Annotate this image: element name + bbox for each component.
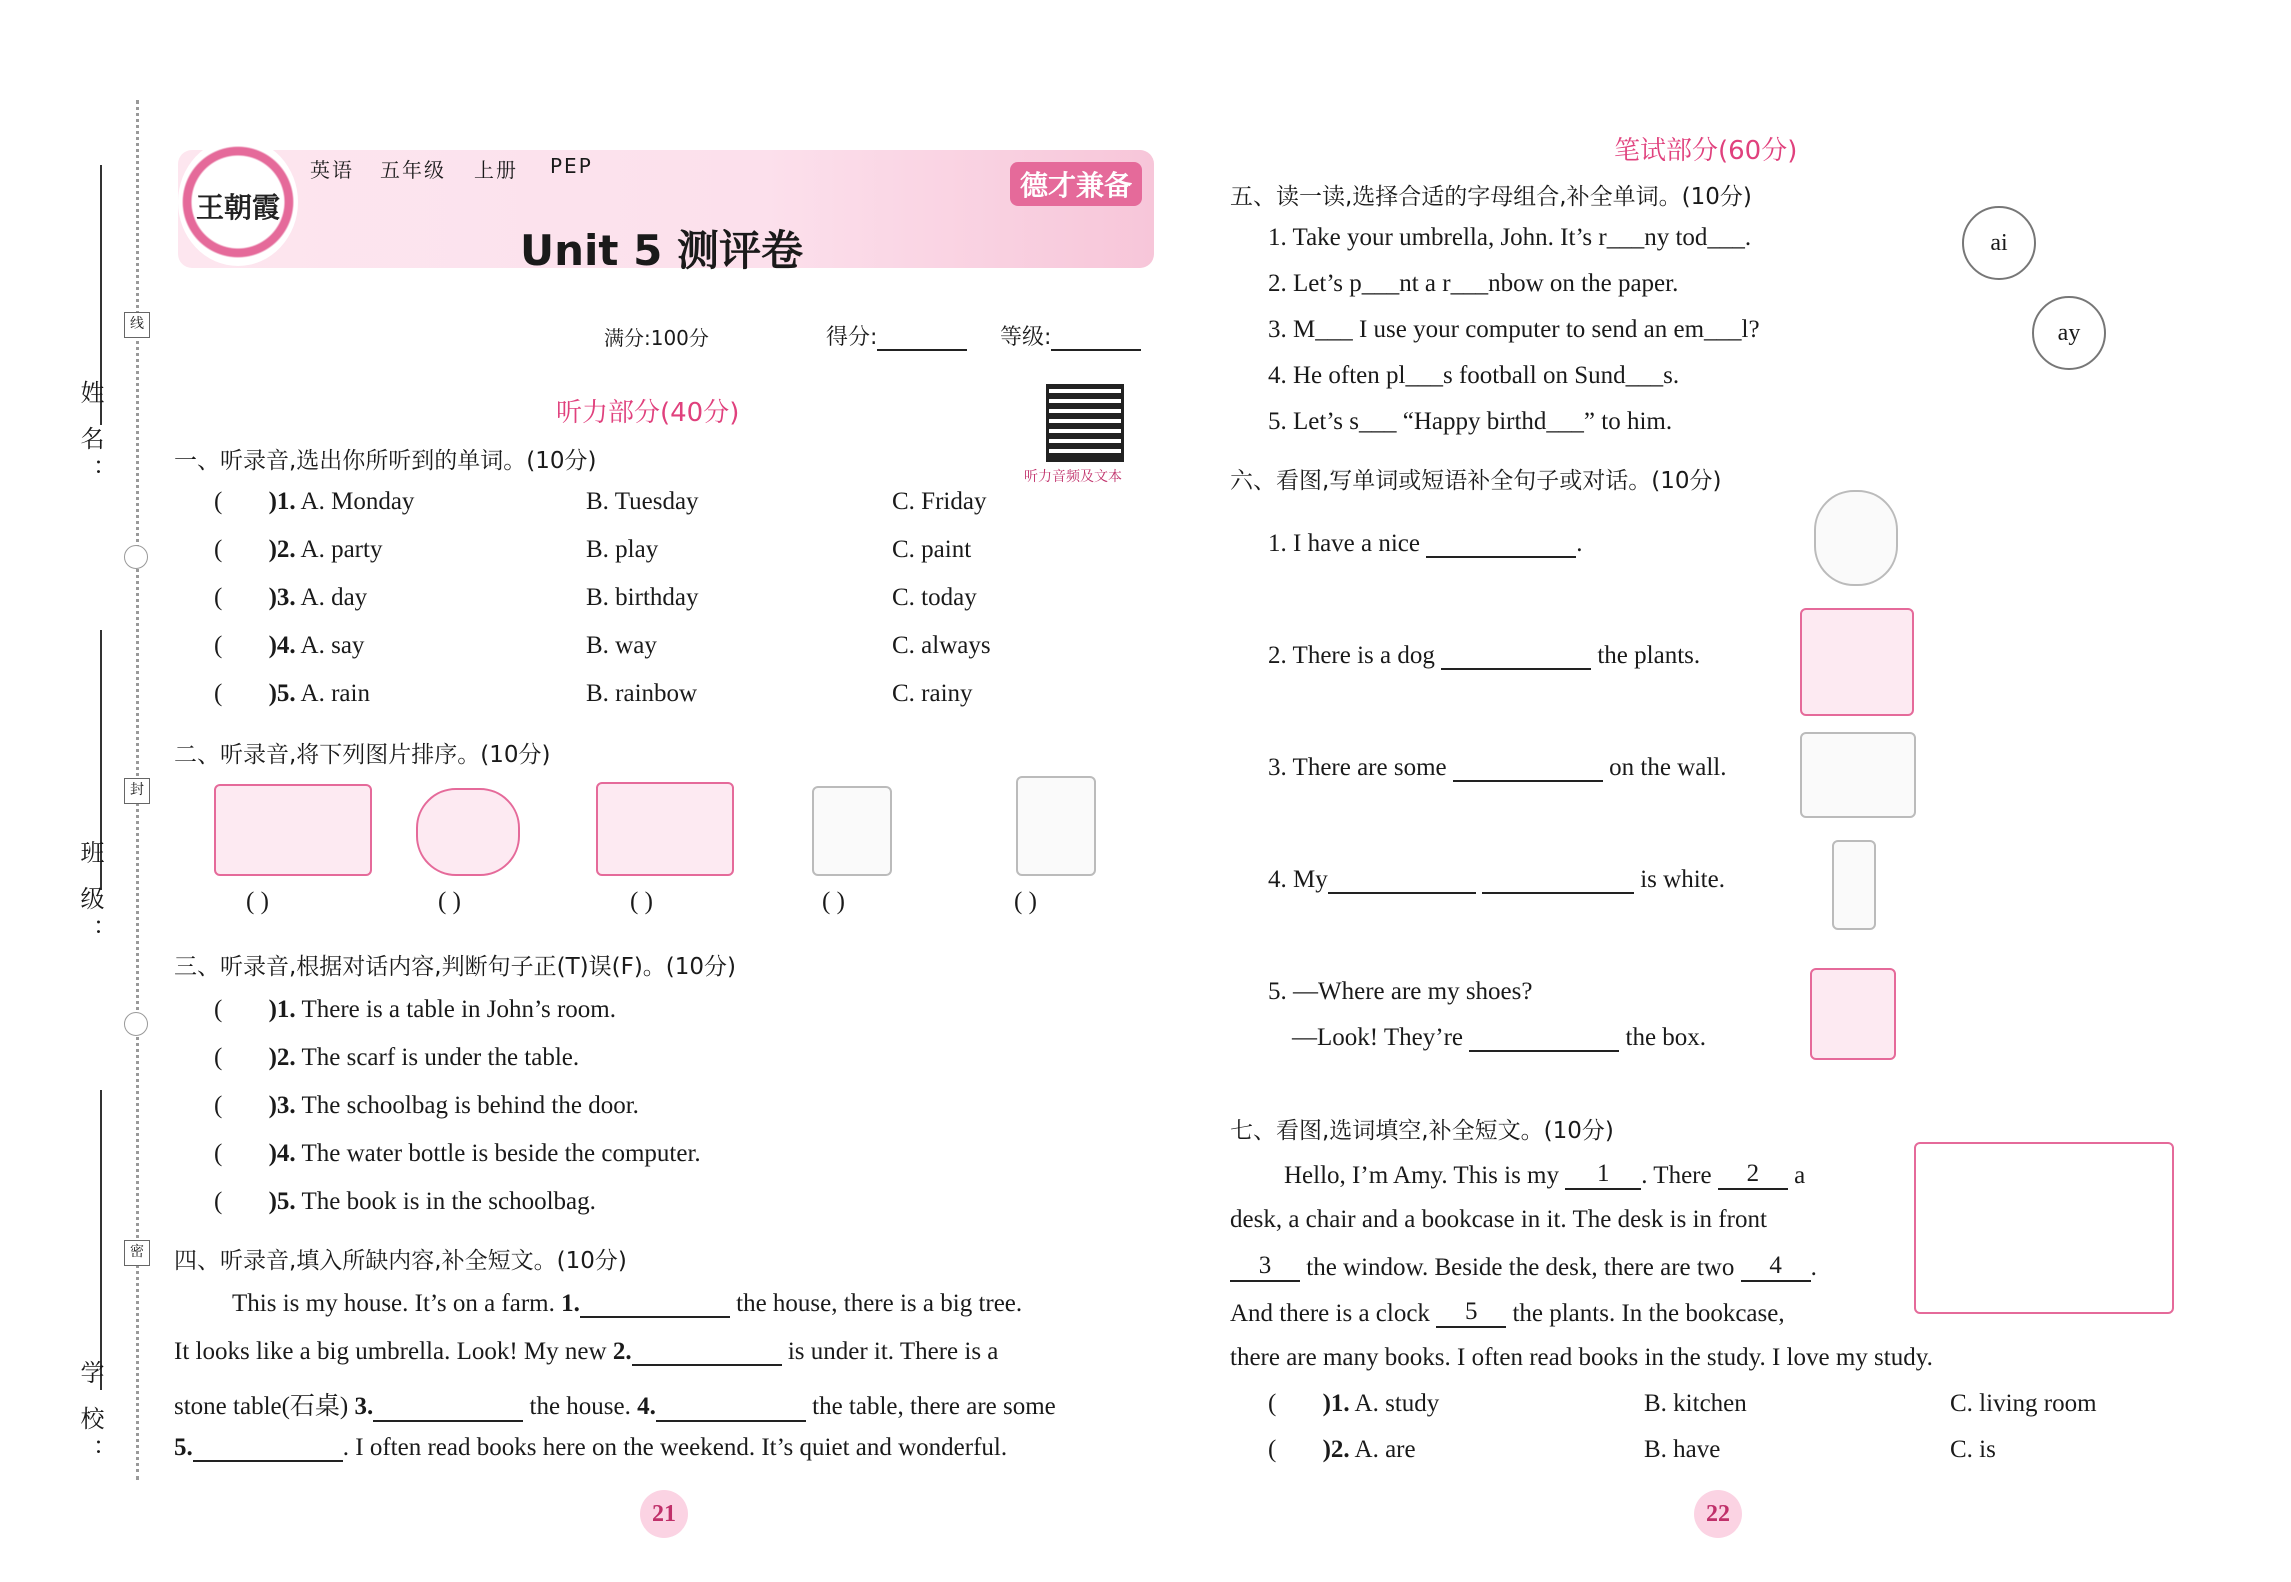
q7-line-2: desk, a chair and a bookcase in it. The desk is in front: [1230, 1206, 1767, 1233]
q6-heading: 六、看图,写单词或短语补全句子或对话。(10分): [1230, 468, 1722, 494]
listening-section-title: 听力部分(40分): [556, 398, 740, 428]
bathroom-picture: [1016, 776, 1096, 876]
option-c: C. Friday: [892, 488, 987, 515]
crumb-grade: 五年级: [380, 158, 446, 182]
school-label: 学 校：: [76, 1360, 102, 1470]
q-number: )2.: [268, 536, 296, 563]
q5-item[interactable]: 5. Let’s s___ “Happy birthd___” to him.: [1268, 408, 1673, 435]
option-b: B. way: [586, 632, 657, 659]
option-b: B. rainbow: [586, 680, 698, 707]
q7-heading: 七、看图,选词填空,补全短文。(10分): [1230, 1118, 1614, 1144]
school-line: [100, 1090, 102, 1390]
q-number: )2.: [1322, 1436, 1350, 1463]
full-score: 满分:100分: [604, 326, 709, 350]
binding-mark-secret: 密: [124, 1240, 150, 1266]
option-a: A. are: [1354, 1436, 1416, 1463]
blank-5[interactable]: 5: [1436, 1298, 1506, 1328]
option-c: C. is: [1950, 1436, 1996, 1463]
option-a: A. study: [1354, 1390, 1440, 1417]
q1-row: ( )2. A. party: [214, 536, 383, 563]
blank[interactable]: [1453, 780, 1603, 782]
name-label: 姓 名：: [76, 380, 102, 490]
option-c: C. today: [892, 584, 977, 611]
option-b: B. birthday: [586, 584, 699, 611]
binding-hole: [124, 545, 148, 569]
q-number: )4.: [268, 632, 296, 659]
statement: The book is in the schoolbag.: [301, 1188, 596, 1215]
q1-row: ( )5. A. rain: [214, 680, 370, 707]
score-field[interactable]: [826, 320, 967, 351]
option-a: A. Monday: [300, 488, 415, 515]
q7-line-4: And there is a clock 5 the plants. In the bookcase,: [1230, 1298, 1785, 1327]
blank[interactable]: [1469, 1050, 1619, 1052]
crumb-volume: 上册: [474, 158, 518, 182]
q6-item-1: 1. I have a nice .: [1268, 530, 1583, 557]
blank-1[interactable]: [580, 1316, 730, 1318]
q5-item[interactable]: 2. Let’s p___nt a r___nbow on the paper.: [1268, 270, 1679, 297]
blank-2[interactable]: [632, 1364, 782, 1366]
motto-badge: 德才兼备: [1010, 162, 1142, 206]
page-title: Unit 5 测评卷: [520, 226, 803, 275]
order-slot[interactable]: ( ): [822, 888, 845, 915]
class-label: 班 级：: [76, 840, 102, 950]
q-number: )1.: [268, 996, 296, 1023]
q7-line-3: 3 the window. Beside the desk, there are two 4 .: [1230, 1252, 1817, 1282]
option-c: C. rainy: [892, 680, 973, 707]
q5-item[interactable]: 4. He often pl___s football on Sund___s.: [1268, 362, 1680, 389]
order-slot[interactable]: ( ): [246, 888, 269, 915]
q1-row: ( )4. A. say: [214, 632, 365, 659]
order-slot[interactable]: ( ): [1014, 888, 1037, 915]
statement: The schoolbag is behind the door.: [301, 1092, 639, 1119]
alarm-clock-picture: [1814, 490, 1898, 586]
balloon-ai: ai: [1962, 206, 2036, 280]
q5-item[interactable]: 1. Take your umbrella, John. It’s r___ny tod___.: [1268, 224, 1752, 251]
q6-item-4: 4. My is white.: [1268, 866, 1725, 893]
bed-picture: [812, 786, 892, 876]
order-slot[interactable]: ( ): [630, 888, 653, 915]
qr-caption: 听力音频及文本: [1024, 469, 1122, 485]
dog-plants-picture: [1800, 608, 1914, 716]
q5-item[interactable]: 3. M___ I use your computer to send an em___l?: [1268, 316, 1760, 343]
blank-1[interactable]: 1: [1565, 1160, 1641, 1190]
option-a: A. day: [300, 584, 368, 611]
grade-field[interactable]: [1000, 320, 1141, 351]
q7-line-1: Hello, I’m Amy. This is my 1 . There 2 a: [1284, 1160, 1806, 1189]
option-c: C. paint: [892, 536, 972, 563]
blank-4[interactable]: 4: [1741, 1252, 1811, 1282]
blank[interactable]: [1426, 556, 1576, 558]
blank-3[interactable]: [373, 1420, 523, 1422]
shoes-box-picture: [1810, 968, 1896, 1060]
q-number: )5.: [268, 680, 296, 707]
crumb-edition: PEP: [550, 154, 593, 178]
page-number-left: 21: [640, 1490, 688, 1538]
q6-item-5a: 5. —Where are my shoes?: [1268, 978, 1533, 1005]
blank-2[interactable]: 2: [1718, 1160, 1788, 1190]
blank-3[interactable]: 3: [1230, 1252, 1300, 1282]
q4-line-2: It looks like a big umbrella. Look! My new 2. is under it. There is a: [174, 1338, 999, 1365]
q-number: )1.: [1322, 1390, 1350, 1417]
q1-heading: 一、听录音,选出你所听到的单词。(10分): [174, 448, 597, 474]
option-b: B. have: [1644, 1436, 1721, 1463]
order-slot[interactable]: ( ): [438, 888, 461, 915]
q4-line-1: This is my house. It’s on a farm. 1. the house, there is a big tree.: [232, 1290, 1023, 1317]
score-label: 得分:: [826, 325, 878, 350]
q-number: )2.: [268, 1044, 296, 1071]
q3-row: ( )5. The book is in the schoolbag.: [214, 1188, 596, 1215]
q3-row: ( )4. The water bottle is beside the computer.: [214, 1140, 701, 1167]
q3-row: ( )2. The scarf is under the table.: [214, 1044, 580, 1071]
q4-line-3: stone table(石桌) 3. the house. 4. the table, there are some: [174, 1393, 1056, 1420]
blank-5[interactable]: [193, 1460, 343, 1462]
qr-code[interactable]: [1046, 384, 1124, 462]
crumb-subject: 英语: [310, 158, 354, 182]
written-section-title: 笔试部分(60分): [1614, 136, 1798, 166]
q3-row: ( )1. There is a table in John’s room.: [214, 996, 616, 1023]
option-c: C. always: [892, 632, 991, 659]
q7-option-row: ( )2. A. are: [1268, 1436, 1416, 1463]
balloon-ay: ay: [2032, 296, 2106, 370]
q6-item-3: 3. There are some on the wall.: [1268, 754, 1727, 781]
q4-line-4: 5. . I often read books here on the weekend. It’s quiet and wonderful.: [174, 1434, 1008, 1461]
statement: The water bottle is beside the computer.: [301, 1140, 701, 1167]
cat-picture: [416, 788, 520, 876]
option-b: B. kitchen: [1644, 1390, 1747, 1417]
garden-picture: [214, 784, 372, 876]
q1-row: ( )1. A. Monday: [214, 488, 415, 515]
q7-line-5: there are many books. I often read books in the study. I love my study.: [1230, 1344, 1933, 1371]
grade-label: 等级:: [1000, 325, 1052, 350]
q-number: )5.: [268, 1188, 296, 1215]
brand-logo-text: 王朝霞: [196, 193, 281, 224]
q-number: )4.: [268, 1140, 296, 1167]
blank[interactable]: [1328, 892, 1476, 894]
q2-heading: 二、听录音,将下列图片排序。(10分): [174, 742, 551, 768]
study-room-picture: [1914, 1142, 2174, 1314]
binding-hole: [124, 1012, 148, 1036]
page-number-right: 22: [1694, 1490, 1742, 1538]
q-number: )1.: [268, 488, 296, 515]
q4-heading: 四、听录音,填入所缺内容,补全短文。(10分): [174, 1248, 627, 1274]
living-room-picture: [596, 782, 734, 876]
q-number: )3.: [268, 584, 296, 611]
option-c: C. living room: [1950, 1390, 2097, 1417]
q3-row: ( )3. The schoolbag is behind the door.: [214, 1092, 639, 1119]
blank[interactable]: [1441, 668, 1591, 670]
option-b: B. play: [586, 536, 659, 563]
q3-heading: 三、听录音,根据对话内容,判断句子正(T)误(F)。(10分): [174, 954, 737, 980]
q7-option-row: ( )1. A. study: [1268, 1390, 1440, 1417]
option-a: A. rain: [300, 680, 370, 707]
q1-row: ( )3. A. day: [214, 584, 368, 611]
q6-item-2: 2. There is a dog the plants.: [1268, 642, 1701, 669]
wall-pictures-picture: [1800, 732, 1916, 818]
option-a: A. say: [300, 632, 365, 659]
statement: There is a table in John’s room.: [301, 996, 616, 1023]
q5-heading: 五、读一读,选择合适的字母组合,补全单词。(10分): [1230, 184, 1752, 210]
blank[interactable]: [1482, 892, 1634, 894]
statement: The scarf is under the table.: [301, 1044, 580, 1071]
binding-mark-line: 线: [124, 312, 150, 338]
water-bottle-picture: [1832, 840, 1876, 930]
option-b: B. Tuesday: [586, 488, 699, 515]
option-a: A. party: [300, 536, 383, 563]
blank-4[interactable]: [656, 1420, 806, 1422]
binding-mark-seal: 封: [124, 778, 150, 804]
q6-item-5b: —Look! They’re the box.: [1292, 1024, 1707, 1051]
q-number: )3.: [268, 1092, 296, 1119]
